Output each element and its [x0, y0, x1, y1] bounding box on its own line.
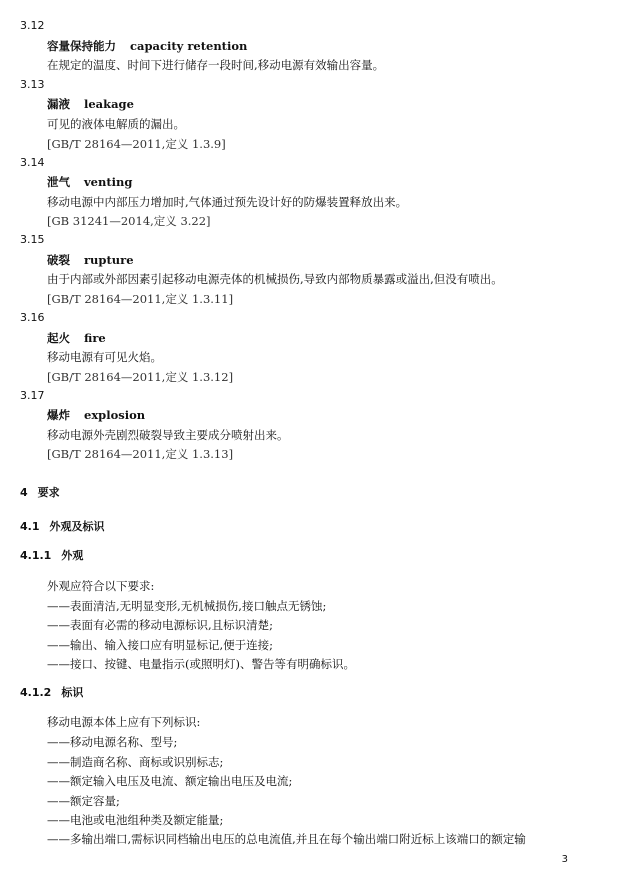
list-item: ——表面清洁,无明显变形,无机械损伤,接口触点无锈蚀;	[47, 599, 327, 613]
term-definition: 在规定的温度、时间下进行储存一段时间,移动电源有效输出容量。	[47, 58, 385, 72]
section-title: 要求	[37, 486, 60, 499]
section-heading	[20, 485, 60, 501]
marking-intro: 移动电源本体上应有下列标识:	[47, 715, 201, 729]
term-heading	[47, 330, 106, 346]
term-reference: [GB/T 28164—2011,定义 1.3.13]	[47, 447, 234, 461]
term-definition: 移动电源外壳剧烈破裂导致主要成分喷射出来。	[47, 428, 289, 442]
term-zh: 泄气	[47, 175, 70, 189]
list-item: ——电池或电池组种类及额定能量;	[47, 813, 224, 827]
term-number: 3.13	[20, 78, 45, 91]
term-heading	[47, 38, 247, 54]
term-en: explosion	[84, 408, 146, 422]
list-item: ——接口、按键、电量指示(或照明灯)、警告等有明确标识。	[47, 657, 355, 671]
term-heading	[47, 96, 134, 112]
term-reference: [GB/T 28164—2011,定义 1.3.12]	[47, 370, 234, 384]
term-zh: 漏液	[47, 97, 70, 111]
term-reference: [GB/T 28164—2011,定义 1.3.9]	[47, 137, 226, 151]
section-number: 4	[20, 486, 28, 499]
section-heading	[20, 519, 105, 535]
term-number: 3.14	[20, 156, 45, 169]
section-number: 4.1.2	[20, 686, 52, 699]
list-item: ——制造商名称、商标或识别标志;	[47, 755, 224, 769]
list-item: ——输出、输入接口应有明显标记,便于连接;	[47, 638, 274, 652]
list-item: ——表面有必需的移动电源标识,且标识清楚;	[47, 618, 274, 632]
term-number: 3.16	[20, 311, 45, 324]
section-title: 外观及标识	[49, 520, 105, 533]
section-number: 4.1.1	[20, 549, 52, 562]
term-en: fire	[84, 331, 106, 345]
term-definition: 可见的液体电解质的漏出。	[47, 117, 185, 131]
term-number: 3.12	[20, 19, 45, 32]
term-zh: 破裂	[47, 253, 70, 267]
term-number: 3.17	[20, 389, 45, 402]
term-en: venting	[84, 175, 133, 189]
term-heading	[47, 174, 132, 190]
term-en: leakage	[84, 97, 134, 111]
list-item: ——移动电源名称、型号;	[47, 735, 178, 749]
list-item: ——额定输入电压及电流、额定输出电压及电流;	[47, 774, 293, 788]
term-definition: 移动电源有可见火焰。	[47, 350, 162, 364]
term-reference: [GB/T 28164—2011,定义 1.3.11]	[47, 292, 234, 306]
page-number: 3	[561, 854, 568, 865]
term-zh: 容量保持能力	[47, 39, 116, 53]
section-heading	[20, 685, 83, 701]
term-en: capacity retention	[130, 39, 248, 53]
section-title: 外观	[61, 549, 84, 562]
term-zh: 爆炸	[47, 408, 70, 422]
list-item: ——多输出端口,需标识同档输出电压的总电流值,并且在每个输出端口附近标上该端口的额定输	[47, 832, 526, 846]
section-title: 标识	[61, 686, 84, 699]
term-number: 3.15	[20, 233, 45, 246]
term-reference: [GB 31241—2014,定义 3.22]	[47, 214, 211, 228]
term-zh: 起火	[47, 331, 70, 345]
term-en: rupture	[84, 253, 134, 267]
term-definition: 移动电源中内部压力增加时,气体通过预先设计好的防爆装置释放出来。	[47, 195, 408, 209]
appearance-intro: 外观应符合以下要求:	[47, 579, 155, 593]
section-number: 4.1	[20, 520, 40, 533]
term-definition: 由于内部或外部因素引起移动电源壳体的机械损伤,导致内部物质暴露或溢出,但没有喷出。	[47, 272, 503, 286]
term-heading	[47, 252, 134, 268]
list-item: ——额定容量;	[47, 794, 120, 808]
section-heading	[20, 548, 83, 564]
term-heading	[47, 407, 145, 423]
